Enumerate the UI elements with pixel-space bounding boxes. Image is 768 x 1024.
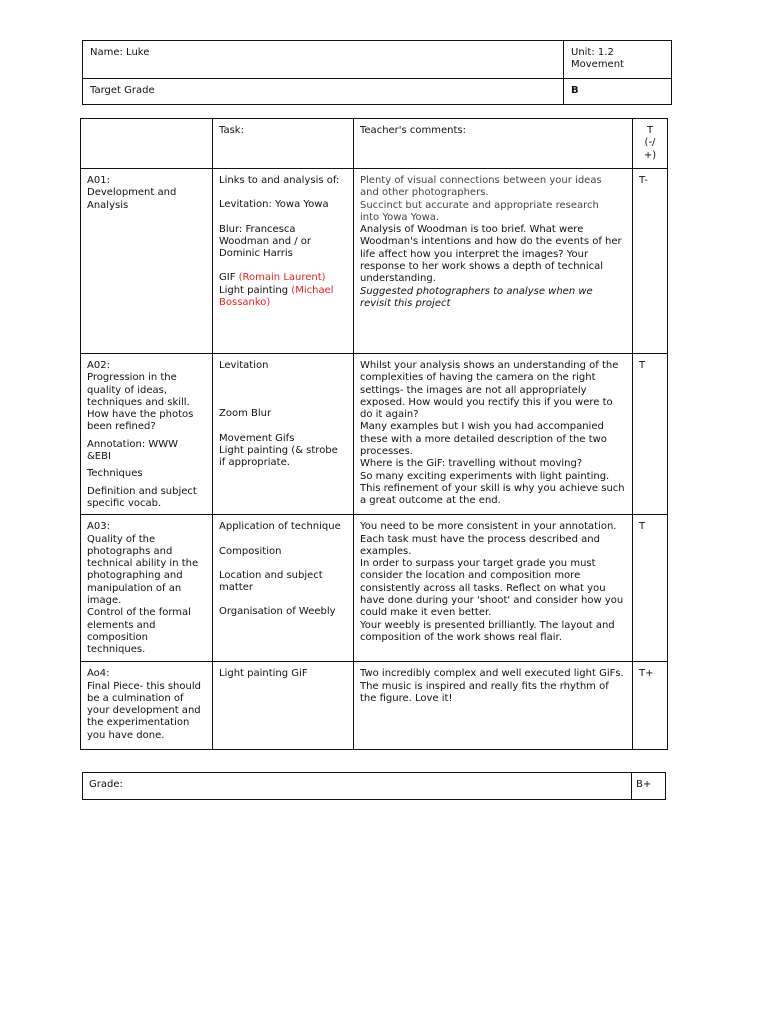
header-t: T (-/ +) xyxy=(633,119,668,169)
criteria-a03: A03: Quality of the photographs and technical ability in the photographing and manipulation of an image. Control of the formal elements and composition techniques. xyxy=(81,515,213,662)
light-painting-credit: (Michael Bossanko) xyxy=(219,284,334,309)
t-a04: T+ xyxy=(633,662,668,750)
task-a03: Application of technique Composition Location and subject matter Organisation of Weebly xyxy=(213,515,354,662)
grade-label: Grade: xyxy=(89,779,123,790)
task-a02: Levitation Zoom Blur Movement Gifs Light painting (& strobe if appropriate. xyxy=(213,354,354,515)
table-row xyxy=(81,169,668,354)
criteria-a04: Ao4: Final Piece- this should be a culmination of your development and the experimentation you have done. xyxy=(81,662,213,750)
header-comments: Teacher's comments: xyxy=(354,119,633,169)
unit-cell xyxy=(564,41,672,79)
table-row xyxy=(81,515,668,662)
t-a01: T- xyxy=(633,169,668,354)
student-name: Name: Luke xyxy=(90,47,150,58)
target-grade-value-cell xyxy=(564,79,672,105)
student-info-table xyxy=(82,40,672,105)
task-a01: Links to and analysis of: Levitation: Yowa Yowa Blur: Francesca Woodman and / or Dominic Harris GIF (Romain Laurent) Light painting (Michael Bossanko) xyxy=(213,169,354,354)
student-name-cell xyxy=(83,41,564,79)
comments-a03: You need to be more consistent in your annotation. Each task must have the process described and examples. In order to surpass your target grade you must consider the location and composition more consistently across all tasks. Reflect on what you have done during your 'shoot' and consider how you could make it even better. Your weebly is presented brilliantly. The layout and composition of the work shows real flair. xyxy=(354,515,633,662)
header-criteria xyxy=(81,119,213,169)
comments-a04: Two incredibly complex and well executed light GiFs. The music is inspired and really fits the rhythm of the figure. Love it! xyxy=(354,662,633,750)
comments-a02: Whilst your analysis shows an understanding of the complexities of having the camera on the right settings- the images are not all appropriately exposed. How would you rectify this if you were to do it again? Many examples but I wish you had accompanied these with a more detailed description of the two processes. Where is the GiF: travelling without moving? So many exciting experiments with light painting. This refinement of your skill is why you achieve such a great outcome at the end. xyxy=(354,354,633,515)
target-grade-label-cell xyxy=(83,79,564,105)
header-task: Task: xyxy=(213,119,354,169)
gif-credit: (Romain Laurent) xyxy=(238,272,326,284)
t-a03: T xyxy=(633,515,668,662)
comments-a01: Plenty of visual connections between your ideas and other photographers. Succinct but accurate and appropriate research into Yowa Yowa. Analysis of Woodman is too brief. What were Woodman's intentions and how do the events of her life affect how you interpret the images? Your response to her work shows a depth of technical understanding. Suggested photographers to analyse when we revisit this project xyxy=(354,169,633,354)
grade-value-cell xyxy=(632,773,666,800)
criteria-a02: A02: Progression in the quality of ideas, techniques and skill. How have the photos been refined? Annotation: WWW &EBI Techniques Definition and subject specific vocab. xyxy=(81,354,213,515)
target-grade-label: Target Grade xyxy=(90,85,155,96)
final-grade-table xyxy=(82,772,666,800)
grade-label-cell xyxy=(83,773,632,800)
task-a04: Light painting GiF xyxy=(213,662,354,750)
target-grade-value: B xyxy=(571,85,579,96)
t-a02: T xyxy=(633,354,668,515)
table-row xyxy=(81,354,668,515)
assessment-table xyxy=(80,118,668,750)
grade-value: B+ xyxy=(636,779,652,790)
criteria-a01: A01: Development and Analysis xyxy=(81,169,213,354)
table-row xyxy=(81,662,668,750)
unit-label: Unit: 1.2 Movement xyxy=(571,47,624,71)
table-header-row xyxy=(81,119,668,169)
